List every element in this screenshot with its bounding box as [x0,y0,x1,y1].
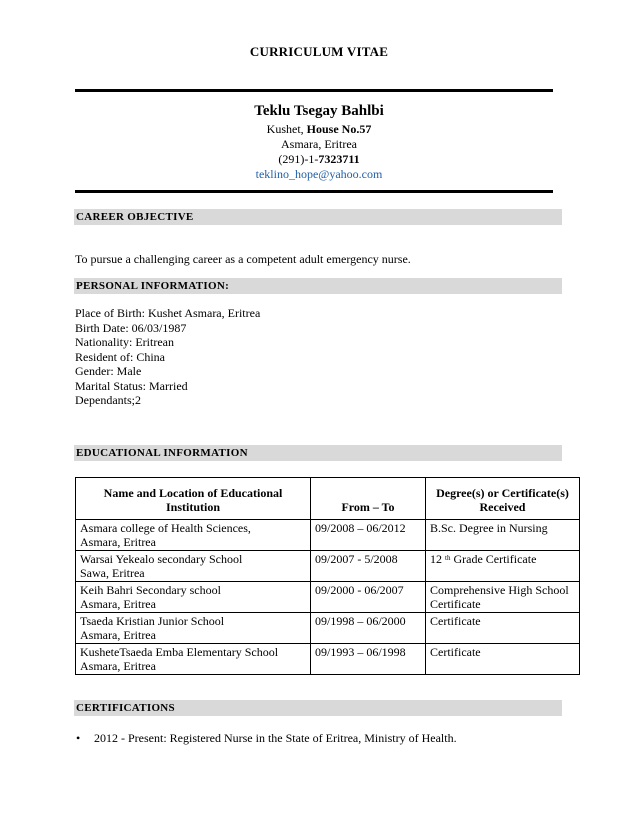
list-item [76,731,457,746]
section-certifications: CERTIFICATIONS [74,700,562,716]
institution-location: Sawa, Eritrea [80,566,145,580]
nationality: Nationality: Eritrean [75,335,174,349]
dependants: Dependants;2 [75,393,141,407]
phone-main: 7323711 [318,152,360,166]
column-header-degree: Degree(s) or Certificate(s) Received [426,478,580,520]
institution-location: Asmara, Eritrea [80,597,156,611]
degree-grade: 12 [430,552,442,566]
address-street: Kushet, [266,122,304,136]
marital-status: Marital Status: Married [75,378,188,393]
table-row [76,551,580,582]
bullet-icon: • [76,731,81,745]
phone-prefix: (291)-1- [278,152,319,166]
table-row [76,613,580,644]
gender: Gender: Male [75,364,142,378]
residence: Resident of: China [75,349,165,364]
email-address[interactable]: teklino_hope@yahoo.com [255,167,383,181]
candidate-name: Teklu Tsegay Bahlbi [254,103,384,119]
certifications-list [76,731,457,746]
column-header-period: From – To [311,478,426,520]
degree-cell [426,551,580,582]
section-career-objective: CAREER OBJECTIVE [74,209,562,225]
top-divider [75,89,553,92]
institution-cell [76,520,311,551]
address-line-2: Asmara, Eritrea [281,137,357,151]
institution-cell [76,613,311,644]
institution-location: Asmara, Eritrea [80,628,156,642]
period-cell: 09/1998 – 06/2000 [311,613,426,644]
period-cell: 09/1993 – 06/1998 [311,644,426,675]
table-row [76,644,580,675]
institution-name: Keih Bahri Secondary school [80,583,221,597]
phone-number [0,152,638,167]
column-header-institution: Name and Location of Educational Institution [76,478,311,520]
section-educational-information: EDUCATIONAL INFORMATION [74,445,562,461]
contact-header [0,102,638,182]
birth-date: Birth Date: 06/03/1987 [75,320,187,335]
personal-information-list [75,306,260,408]
degree-cell: Comprehensive High School Certificate [426,582,580,613]
institution-name: Warsai Yekealo secondary School [80,552,243,566]
degree-cell: Certificate [426,613,580,644]
address-house: House No.57 [306,122,372,136]
period-cell: 09/2008 – 06/2012 [311,520,426,551]
institution-cell [76,644,311,675]
header-bottom-divider [75,190,553,193]
table-row [76,520,580,551]
institution-name: Tsaeda Kristian Junior School [80,614,225,628]
institution-cell [76,551,311,582]
section-personal-information: PERSONAL INFORMATION: [74,278,562,294]
period-cell: 09/2000 - 06/2007 [311,582,426,613]
institution-name: KusheteTsaeda Emba Elementary School [80,645,279,659]
address-line-1 [0,122,638,137]
career-objective-text: To pursue a challenging career as a competent adult emergency nurse. [75,252,411,266]
institution-cell [76,582,311,613]
degree-cell: Certificate [426,644,580,675]
table-row [76,582,580,613]
institution-location: Asmara, Eritrea [80,659,156,673]
institution-name: Asmara college of Health Sciences, [80,521,251,535]
degree-ordinal-suffix: th [445,554,451,562]
degree-text: Grade Certificate [453,552,537,566]
document-title: CURRICULUM VITAE [249,44,389,59]
certification-text: 2012 - Present: Registered Nurse in the State of Eritrea, Ministry of Health. [94,731,457,745]
institution-location: Asmara, Eritrea [80,535,156,549]
education-table [75,477,580,675]
period-cell: 09/2007 - 5/2008 [311,551,426,582]
degree-cell: B.Sc. Degree in Nursing [426,520,580,551]
table-header-row [76,478,580,520]
place-of-birth: Place of Birth: Kushet Asmara, Eritrea [75,306,261,320]
